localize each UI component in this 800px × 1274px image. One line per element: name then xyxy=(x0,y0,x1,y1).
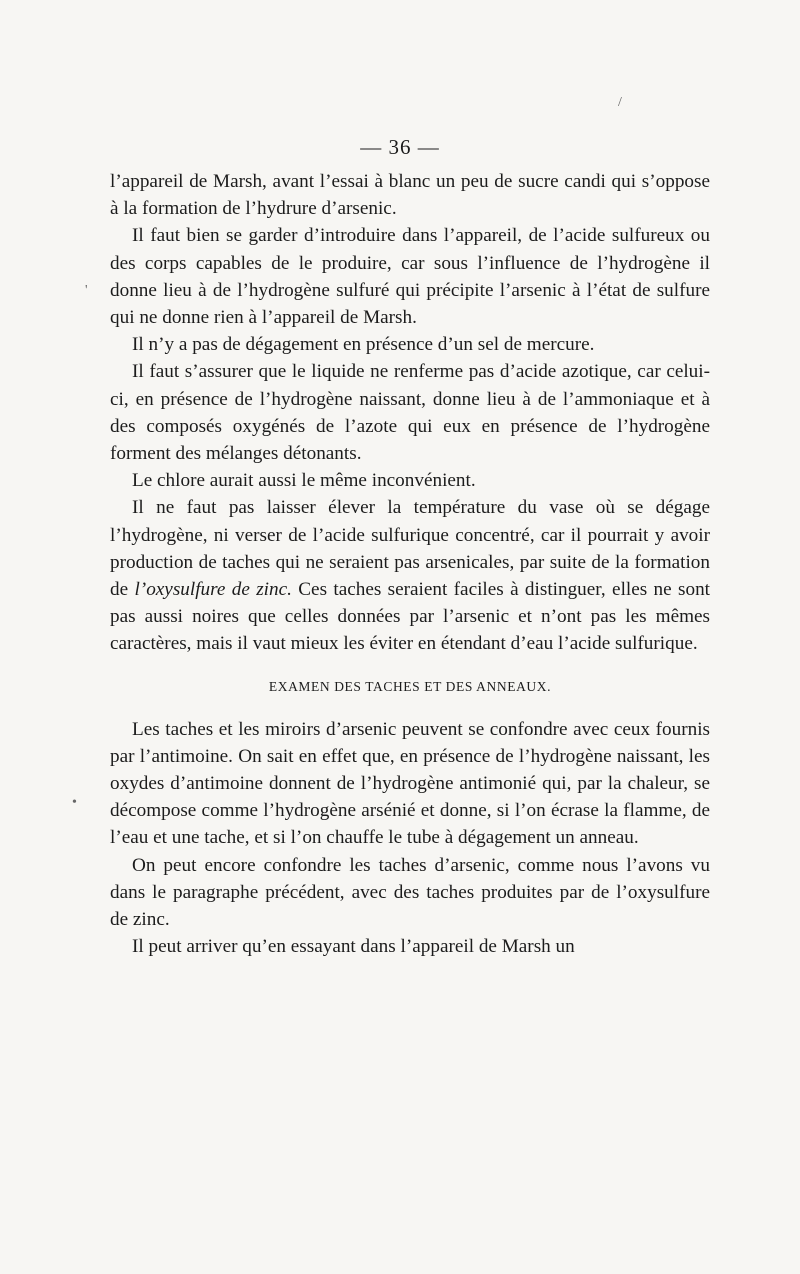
page-number: — 36 — xyxy=(360,135,440,159)
margin-dot: • xyxy=(72,795,77,810)
paragraph-6-text-a: Il ne faut pas laisser élever la température du vase où se dégage l’hydrogène, ni verser de l’acide sulfurique concentré, car il pourrait y avoir production de taches qui ne seraient pas arsenicales, par suite de la formation de xyxy=(110,497,710,601)
paragraph-2: Il faut bien se garder d’introduire dans l’appareil, de l’acide sulfureux ou des corps capables de le produire, car sous l’influence de l’hydrogène il donne lieu à de l’hydrogène sulfuré qui précipite l’arsenic à l’état de sulfure qui ne donne rien à l’appareil de Marsh. xyxy=(110,225,710,329)
paragraph-7: Les taches et les miroirs d’arsenic peuvent se confondre avec ceux fournis par l’antimoine. On sait en effet que, en présence de l’hydrogène naissant, les oxydes d’antimoine donnent de l’hydrogène antimonié qui, par la chaleur, se décompose comme l’hydrogène arsénié et donne, si l’on écrase la flamme, de l’eau et une tache, et si l’on chauffe le tube à dégagement un anneau. xyxy=(110,718,710,849)
paragraph-6-italic: l’oxysulfure de zinc. xyxy=(134,579,292,601)
section-heading: EXAMEN DES TACHES ET DES ANNEAUX. xyxy=(268,678,552,694)
paragraph-5: Le chlore aurait aussi le même inconvénient. xyxy=(132,470,476,492)
paragraph-9: Il peut arriver qu’en essayant dans l’appareil de Marsh un xyxy=(132,936,575,958)
body-text xyxy=(110,168,710,960)
paragraph-6-text-b: Ces taches seraient faciles à distinguer, elles ne sont pas aussi noires que celles données par l’arsenic et n’ont pas les mêmes caractères, mais il vaut mieux les éviter en étendant d’eau l’acide sulfurique. xyxy=(110,579,710,655)
paragraph-8: On peut encore confondre les taches d’arsenic, comme nous l’avons vu dans le paragraphe précédent, avec des taches produites par de l’oxysulfure de zinc. xyxy=(110,854,710,931)
paragraph-4: Il faut s’assurer que le liquide ne renferme pas d’acide azotique, car celui-ci, en présence de l’hydrogène naissant, donne lieu à de l’ammoniaque et à des composés oxygénés de l’azote qui eux en présence de l’hydrogène forment des mélanges détonants. xyxy=(110,361,710,465)
paragraph-3: Il n’y a pas de dégagement en présence d’un sel de mercure. xyxy=(132,334,595,356)
paragraph-1: l’appareil de Marsh, avant l’essai à blanc un peu de sucre candi qui s’oppose à la formation de l’hydrure d’arsenic. xyxy=(110,171,710,220)
stray-mark: / xyxy=(618,95,622,110)
margin-mark: ' xyxy=(85,283,88,298)
paragraph-6 xyxy=(110,494,710,657)
